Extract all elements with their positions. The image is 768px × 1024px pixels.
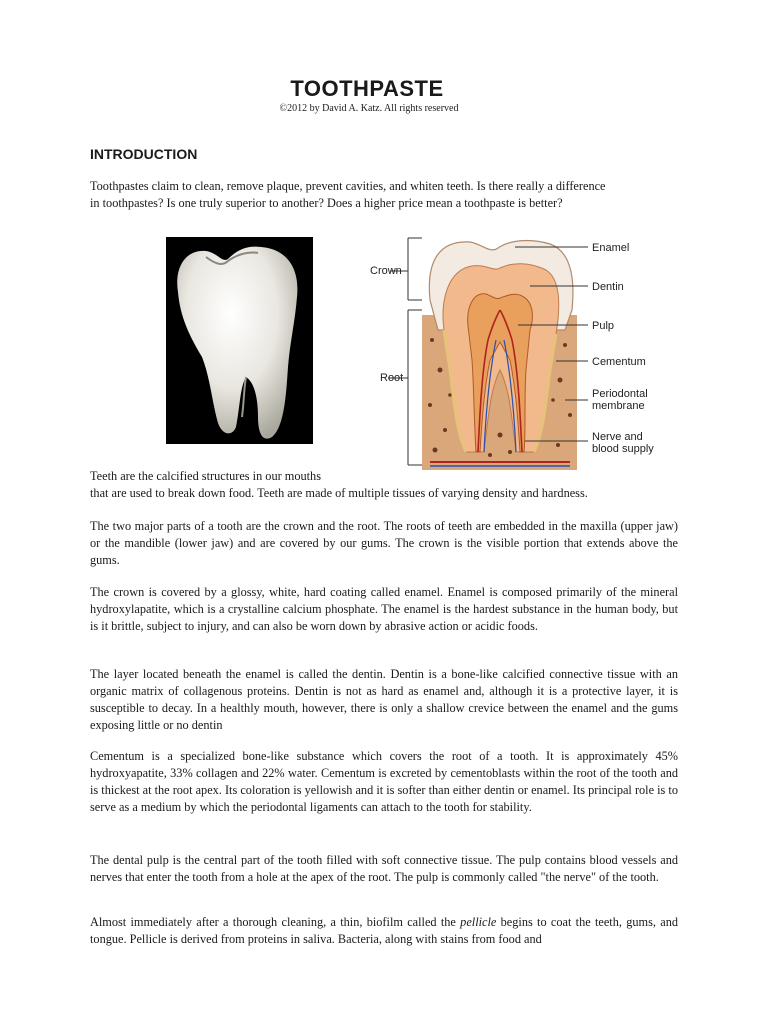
teeth-line-2: that are used to break down food. Teeth are made of multiple tissues of varying density and hardness. bbox=[90, 486, 588, 500]
label-enamel: Enamel bbox=[592, 242, 630, 254]
pellicle-text-before: Almost immediately after a thorough cleaning, a thin, biofilm called the bbox=[90, 915, 461, 929]
intro-paragraph bbox=[90, 178, 690, 212]
copyright-notice: ©2012 by David A. Katz. All rights reserved bbox=[279, 103, 459, 114]
cementum-paragraph: Cementum is a specialized bone-like substance which covers the root of a tooth. It is approximately 45% hydroxyapatite, 33% collagen and 22% water. Cementum is excreted by cementoblasts within the root of the tooth and is thickest at the root apex. Its coloration is yellowish and it is softer than either dentin or enamel. Its principal role is to serve as a medium by which the periodontal ligaments can attach to the tooth for stability. bbox=[90, 749, 678, 814]
label-cementum: Cementum bbox=[592, 356, 646, 368]
enamel-paragraph: The crown is covered by a glossy, white, hard coating called enamel. Enamel is composed primarily of the mineral hydroxylapatite, which is a crystalline calcium phosphate. The enamel is the hardest substance in the human body, but is it brittle, subject to injury, and can also be worn down by abrasive action or acidic foods. bbox=[90, 585, 678, 633]
teeth-line-1: Teeth are the calcified structures in our mouths bbox=[90, 469, 321, 483]
label-crown: Crown bbox=[370, 265, 402, 277]
label-root: Root bbox=[380, 372, 404, 384]
tooth-anatomy-diagram bbox=[360, 230, 670, 475]
dentin-paragraph: The layer located beneath the enamel is called the dentin. Dentin is a bone-like calcified connective tissue with an organic matrix of collagenous proteins. Dentin is not as hard as enamel and, although it is a protective layer, it is susceptible to decay. In a healthly mouth, however, there is only a shallow crevice between the enamel and the gums exposing little or no dentin bbox=[90, 667, 678, 732]
section-heading: INTRODUCTION bbox=[90, 146, 198, 162]
label-dentin: Dentin bbox=[592, 281, 624, 293]
teeth-paragraph bbox=[90, 468, 690, 502]
intro-line-1: Toothpastes claim to clean, remove plaque, prevent cavities, and whiten teeth. Is there really a difference bbox=[90, 179, 606, 193]
document-title: TOOTHPASTE bbox=[290, 76, 444, 101]
pellicle-term: pellicle bbox=[460, 915, 497, 929]
label-membrane: membrane bbox=[592, 400, 645, 412]
intro-line-2: in toothpastes? Is one truly superior to another? Does a higher price mean a toothpaste is better? bbox=[90, 196, 563, 210]
crown-root-paragraph: The two major parts of a tooth are the crown and the root. The roots of teeth are embedded in the maxilla (upper jaw) or the mandible (lower jaw) and are covered by our gums. The crown is the visible portion that extends above the gums. bbox=[90, 519, 678, 567]
label-blood-supply: blood supply bbox=[592, 443, 654, 455]
label-periodontal: Periodontal bbox=[592, 388, 648, 400]
pellicle-text-after: begins to coat the teeth, gums, and tongue. Pellicle is derived from proteins in saliva. Bacteria, along with stains from food and bbox=[90, 915, 678, 946]
label-pulp: Pulp bbox=[592, 320, 615, 332]
pellicle-paragraph bbox=[90, 914, 678, 948]
pulp-paragraph: The dental pulp is the central part of the tooth filled with soft connective tissue. The pulp contains blood vessels and nerves that enter the tooth from a hole at the apex of the root. The pulp is commonly called "the nerve" of the tooth. bbox=[90, 853, 678, 884]
label-nerve: Nerve and bbox=[592, 431, 643, 443]
tooth-photograph bbox=[166, 237, 313, 444]
